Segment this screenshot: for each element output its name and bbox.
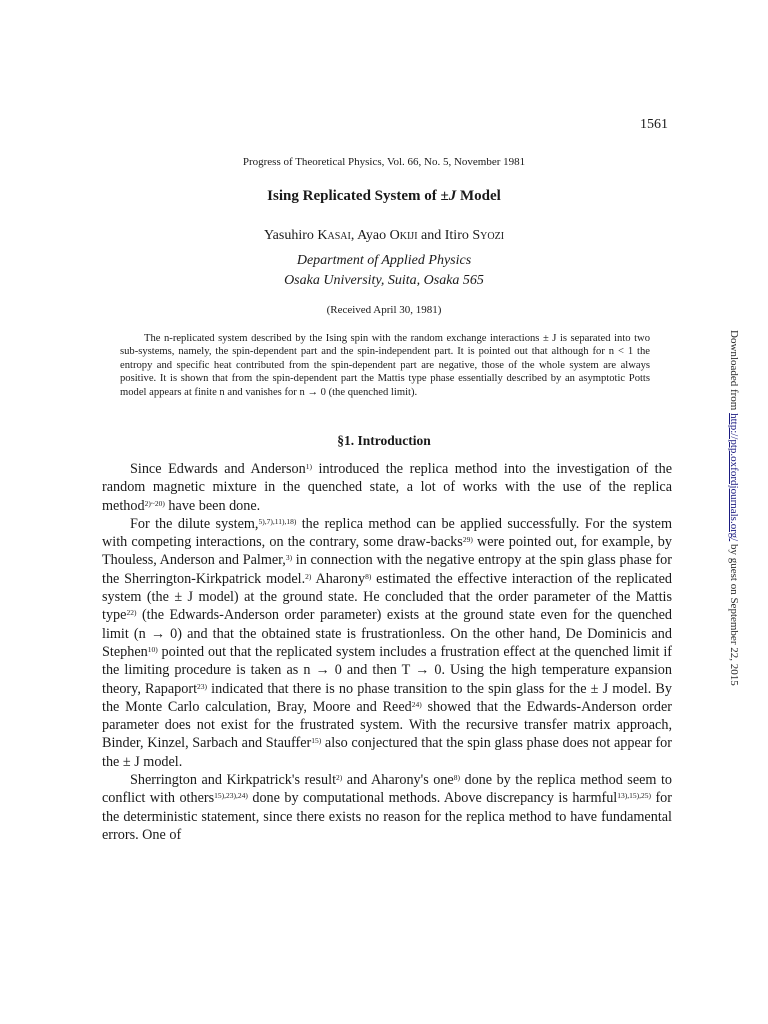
received-date: (Received April 30, 1981) [326,304,442,316]
paper-title [0,188,768,205]
author-2-given: Ayao [357,228,390,243]
author-1-family: Kasai [317,228,351,243]
watermark-link[interactable]: http://ptp.oxfordjournals.org/ [728,413,740,542]
paragraph-3: Sherrington and Kirkpatrick's result$^{2)}$ and Aharony's one$^{8)}$ done by the replica method seem to conflict with others$^{15),23),24)}$ done by computational methods. Above discrepancy is harmful$^{13),15),25)}$ for the deterministic statement, since there exists no reason for the replica method to have fundamental errors. One of [102,772,673,843]
affiliation-line-1: Department of Applied Physics [296,253,472,268]
title-prefix: Ising Replicated System of [267,188,441,204]
section-heading: §1. Introduction [337,433,431,448]
watermark-prefix: Downloaded from [728,330,740,414]
watermark-suffix: by guest on September 22, 2015 [728,541,740,686]
page-number: 1561 [640,117,668,132]
paragraph-1: Since Edwards and Anderson$^{1)}$ introduced the replica method into the investigation of the random magnetic mixture in the quenched state, a lot of works with the use of the replica method$^{2)\sim 20)}$ have been done. [102,461,673,514]
title-suffix: Model [456,188,501,204]
affiliation-line-2: Osaka University, Suita, Osaka 565 [284,273,484,288]
title-pm: ± [440,188,449,204]
author-3-given: Itiro [444,228,473,243]
author-sep-2: and [417,228,445,243]
journal-citation: Progress of Theoretical Physics, Vol. 66, No. 5, November 1981 [242,156,526,168]
author-list [0,228,768,244]
body-text [102,460,672,844]
abstract-text: The n-replicated system described by the Ising spin with the random exchange interactions ± J is separated into two sub-systems, namely, the spin-dependent part and the spin-independent part. It is pointed out that although for n < 1 the entropy and specific heat contributed from the spin-dependent part are negative, those of the whole system are always positive. It is shown that from the spin-dependent part the Mattis type phase essentially described by an asymptotic Potts model appears at finite n and vanishes for n → 0 (the quenched limit). [120,333,650,398]
author-3-family: Syozi [472,228,505,243]
author-1-given: Yasuhiro [263,228,318,243]
abstract [120,332,650,399]
download-watermark [728,330,740,686]
title-j: J [448,188,457,204]
author-2-family: Okiji [389,228,418,243]
author-sep-1: , [350,228,358,243]
paragraph-2: For the dilute system,$^{5),7),11),18)}$ the replica method can be applied successfully. For the system with competing interactions, on the contrary, some draw-backs$^{29)}$ were pointed out, for example, by Thouless, Anderson and Palmer,$^{3)}$ in connection with the negative entropy at the spin glass phase for the Sherrington-Kirkpatrick model.$^{2)}$ Aharony$^{8)}$ estimated the effective interaction of the replicated system (the ± J model) at the ground state. He concluded that the order parameter of the Mattis type$^{22)}$ (the Edwards-Anderson order parameter) exists at the ground state even for the quenched limit (n → 0) and that the obtained state is frustrationless. On the other hand, De Dominicis and Stephen$^{10)}$ pointed out that the replicated system includes a frustration effect at the quenched limit if the limiting procedure is taken as n → 0 and then T → 0. Using the high temperature expansion theory, Rapaport$^{23)}$ indicated that there is no phase transition to the spin glass for the ± J model. By the Monte Carlo calculation, Bray, Moore and Reed$^{24)}$ showed that the Edwards-Anderson order parameter does not exist for the frustrated system. With the recursive transfer matrix approach, Binder, Kinzel, Sarbach and Stauffer$^{15)}$ also conjectured that the spin glass phase does not appear for the ± J model. [102,515,673,770]
